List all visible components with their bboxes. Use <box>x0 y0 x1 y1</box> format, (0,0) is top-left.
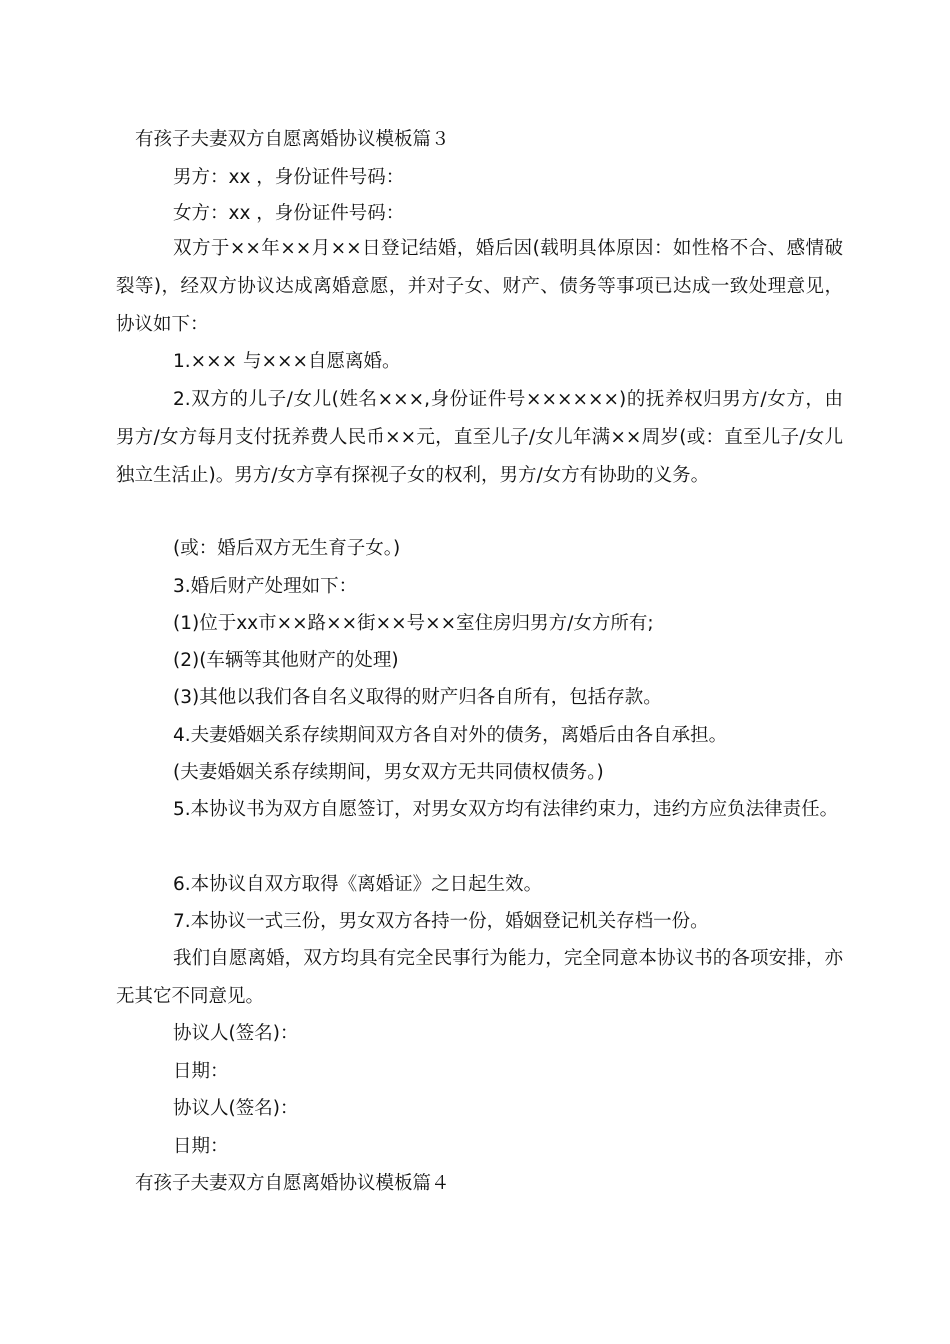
female-party-line: 女方：xx ，身份证件号码： <box>173 203 405 224</box>
clause-4-alternative: (夫妻婚姻关系存续期间，男女双方无共同债权债务。) <box>173 762 604 783</box>
clause-7: 7.本协议一式三份，男女双方各持一份，婚姻登记机关存档一份。 <box>173 911 709 932</box>
signature-line-1: 协议人(签名)： <box>173 1023 299 1044</box>
clause-1: 1.××× 与×××自愿离婚。 <box>173 351 401 372</box>
clause-4: 4.夫妻婚姻关系存续期间双方各自对外的债务，离婚后由各自承担。 <box>173 725 728 746</box>
section-4-title: 有孩子夫妻双方自愿离婚协议模板篇４ <box>135 1173 450 1194</box>
clause-2-alternative: (或：婚后双方无生育子女。) <box>173 538 401 559</box>
clause-3-2: (2)(车辆等其他财产的处理) <box>173 650 399 671</box>
clause-2: 2.双方的儿子/女儿(姓名×××,身份证件号××××××)的抚养权归男方/女方，由男方/女方每月支付抚养费人民币××元，直至儿子/女儿年满××周岁(或：直至儿子/女儿独立生活止)。男方/女方享有探视子女的权利，男方/女方有协助的义务。 <box>116 389 843 486</box>
closing-paragraph: 我们自愿离婚，双方均具有完全民事行为能力，完全同意本协议书的各项安排，亦无其它不同意见。 <box>116 948 843 1007</box>
signature-line-2: 协议人(签名)： <box>173 1098 299 1119</box>
clause-3-1: (1)位于xx市××路××街××号××室住房归男方/女方所有; <box>173 613 654 634</box>
section-3-title: 有孩子夫妻双方自愿离婚协议模板篇３ <box>135 129 450 150</box>
date-line-1: 日期： <box>173 1061 229 1082</box>
clause-3: 3.婚后财产处理如下： <box>173 576 358 597</box>
clause-6: 6.本协议自双方取得《离婚证》之日起生效。 <box>173 874 543 895</box>
clause-3-3: (3)其他以我们各自名义取得的财产归各自所有，包括存款。 <box>173 687 662 708</box>
clause-5: 5.本协议书为双方自愿签订，对男女双方均有法律约束力，违约方应负法律责任。 <box>173 799 839 820</box>
intro-paragraph: 双方于××年××月××日登记结婚，婚后因(载明具体原因：如性格不合、感情破裂等)，经双方协议达成离婚意愿，并对子女、财产、债务等事项已达成一致处理意见，协议如下： <box>116 238 843 335</box>
date-line-2: 日期： <box>173 1136 229 1157</box>
male-party-line: 男方：xx ，身份证件号码： <box>173 167 405 188</box>
